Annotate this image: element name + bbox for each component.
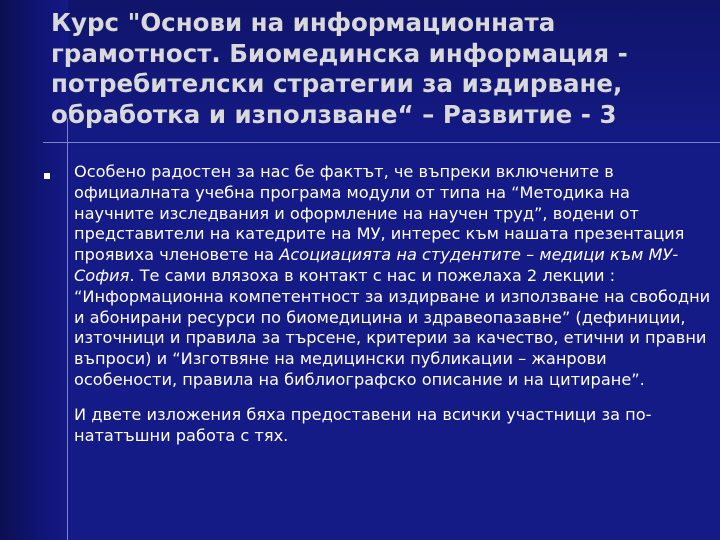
square-bullet-icon — [44, 173, 50, 179]
paragraph-1-text-end: . Те сами влязоха в контакт с нас и пожелаха 2 лекции : “Информационна компетентност за издирване и използване на свободни и абонирани ресурси по биомедицина и здравеопазавне” (дефиниции, източници и правила за търсене, критерии за качество, етични и правни въпроси) и “Изготвяне на медицински публикации – жанрови особености, правила на библиографско описание и на цитиране”. — [74, 265, 711, 389]
paragraph-2: И двете изложения бяха предоставени на всички участници за по-нататъшни работа с тях. — [74, 404, 652, 445]
slide-body — [74, 162, 714, 446]
paragraph-1-italic-organization: Асоциацията на студентите – медици към МУ-София — [74, 245, 679, 285]
paragraph-1-text-start: Особено радостен за нас бе фактът, че въпреки включените в официалната учебна програма модули от типа на “Методика на научните изследвания и оформление на научен труд”, водени от представители на катедрите на МУ, интерес към нашата презентация проявиха членовете на — [74, 162, 685, 265]
vertical-rule — [67, 118, 68, 540]
horizontal-rule — [43, 142, 720, 143]
paragraph-1 — [74, 162, 714, 391]
slide-title: Курс "Основи на информационната грамотност. Биомединска информация - потребителски стратегии за издирване, обработка и използване“ – Развитие - 3 — [51, 8, 628, 129]
